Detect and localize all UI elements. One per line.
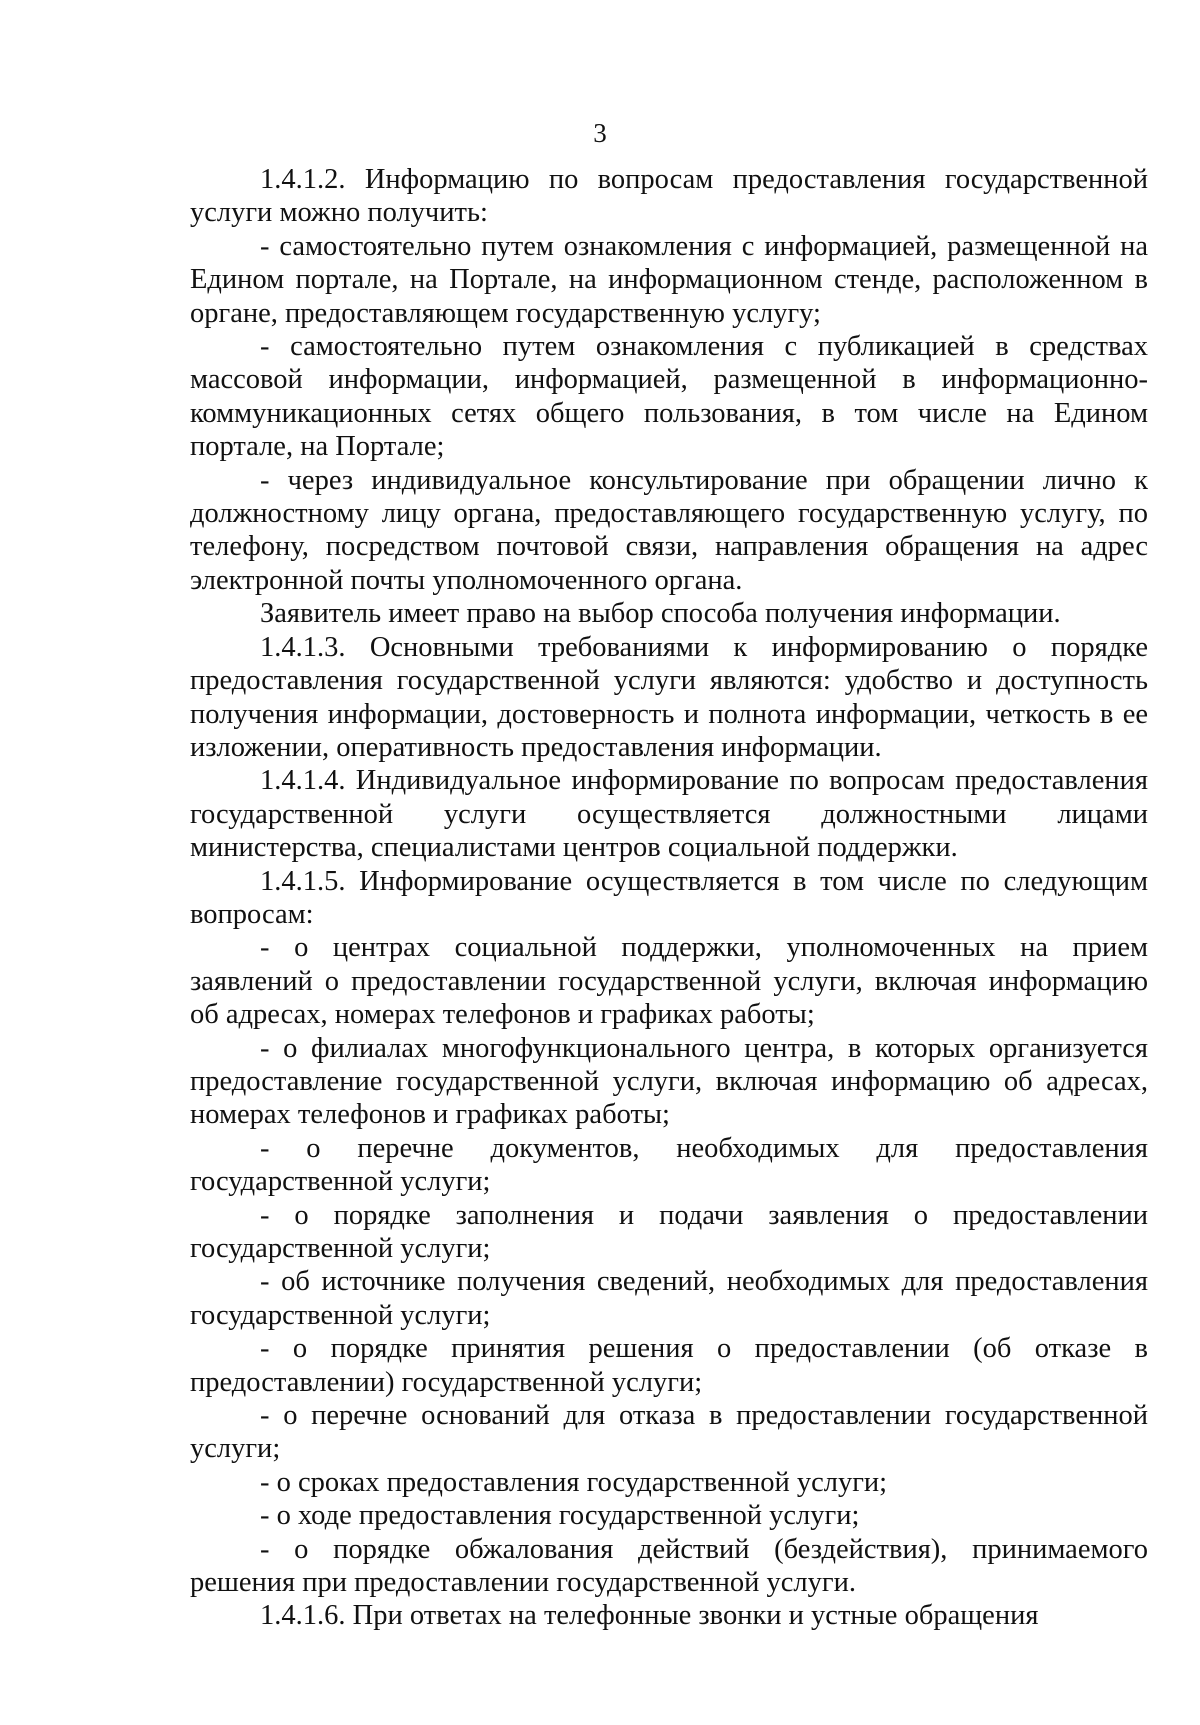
list-item-terms: - о сроках предоставления государственной услуги; <box>260 1466 888 1498</box>
paragraph-applicant-right: Заявитель имеет право на выбор способа получения информации. <box>260 598 1061 630</box>
paragraph-1-4-1-4: 1.4.1.4. Индивидуальное информирование по вопросам предоставления государственной услуги осуществляется должностными лицами министерства, специалистами центров социальной поддержки. <box>190 765 1148 864</box>
list-item-progress: - о ходе предоставления государственной услуги; <box>260 1500 860 1532</box>
list-item-refusal-grounds: - о перечне оснований для отказа в предоставлении государственной услуги; <box>190 1400 1148 1465</box>
paragraph-1-4-1-6: 1.4.1.6. При ответах на телефонные звонки и устные обращения <box>260 1600 1039 1632</box>
list-item-self-portal: - самостоятельно путем ознакомления с информацией, размещенной на Едином портале, на Портале, на информационном стенде, расположенном в органе, предоставляющем государственную услугу; <box>190 230 1148 329</box>
list-item-info-source: - об источнике получения сведений, необходимых для предоставления государственной услуги; <box>190 1266 1148 1331</box>
list-item-application-order: - о порядке заполнения и подачи заявления о предоставлении государственной услуги; <box>190 1199 1148 1264</box>
list-item-decision-order: - о порядке принятия решения о предоставлении (об отказе в предоставлении) государственной услуги; <box>190 1333 1148 1398</box>
paragraph-1-4-1-2: 1.4.1.2. Информацию по вопросам предоставления государственной услуги можно получить: <box>190 164 1148 229</box>
document-body <box>190 163 1148 1633</box>
page-number: 3 <box>593 118 607 148</box>
list-item-individual-consulting: - через индивидуальное консультирование при обращении лично к должностному лицу органа, предоставляющего государственную услугу, по телефону, посредством почтовой связи, направления обращения на адрес электронной почты уполномоченного органа. <box>190 464 1148 596</box>
list-item-appeal-order: - о порядке обжалования действий (бездействия), принимаемого решения при предоставлении государственной услуги. <box>190 1533 1148 1599</box>
list-item-self-media: - самостоятельно путем ознакомления с публикацией в средствах массовой информации, информацией, размещенной в информационно-коммуникационных сетях общего пользования, в том числе на Едином портале, на Портале; <box>190 331 1148 463</box>
paragraph-1-4-1-5: 1.4.1.5. Информирование осуществляется в том числе по следующим вопросам: <box>190 865 1148 930</box>
list-item-social-centers: - о центрах социальной поддержки, уполномоченных на прием заявлений о предоставлении государственной услуги, включая информацию об адресах, номерах телефонов и графиках работы; <box>190 932 1148 1031</box>
paragraph-1-4-1-3: 1.4.1.3. Основными требованиями к информированию о порядке предоставления государственной услуги являются: удобство и доступность получения информации, достоверность и полнота информации, четкость в ее изложении, оперативность предоставления информации. <box>190 631 1148 763</box>
list-item-mfc-branches: - о филиалах многофункционального центра, в которых организуется предоставление государственной услуги, включая информацию об адресах, номерах телефонов и графиках работы; <box>190 1032 1148 1131</box>
list-item-documents: - о перечне документов, необходимых для предоставления государственной услуги; <box>190 1132 1148 1198</box>
